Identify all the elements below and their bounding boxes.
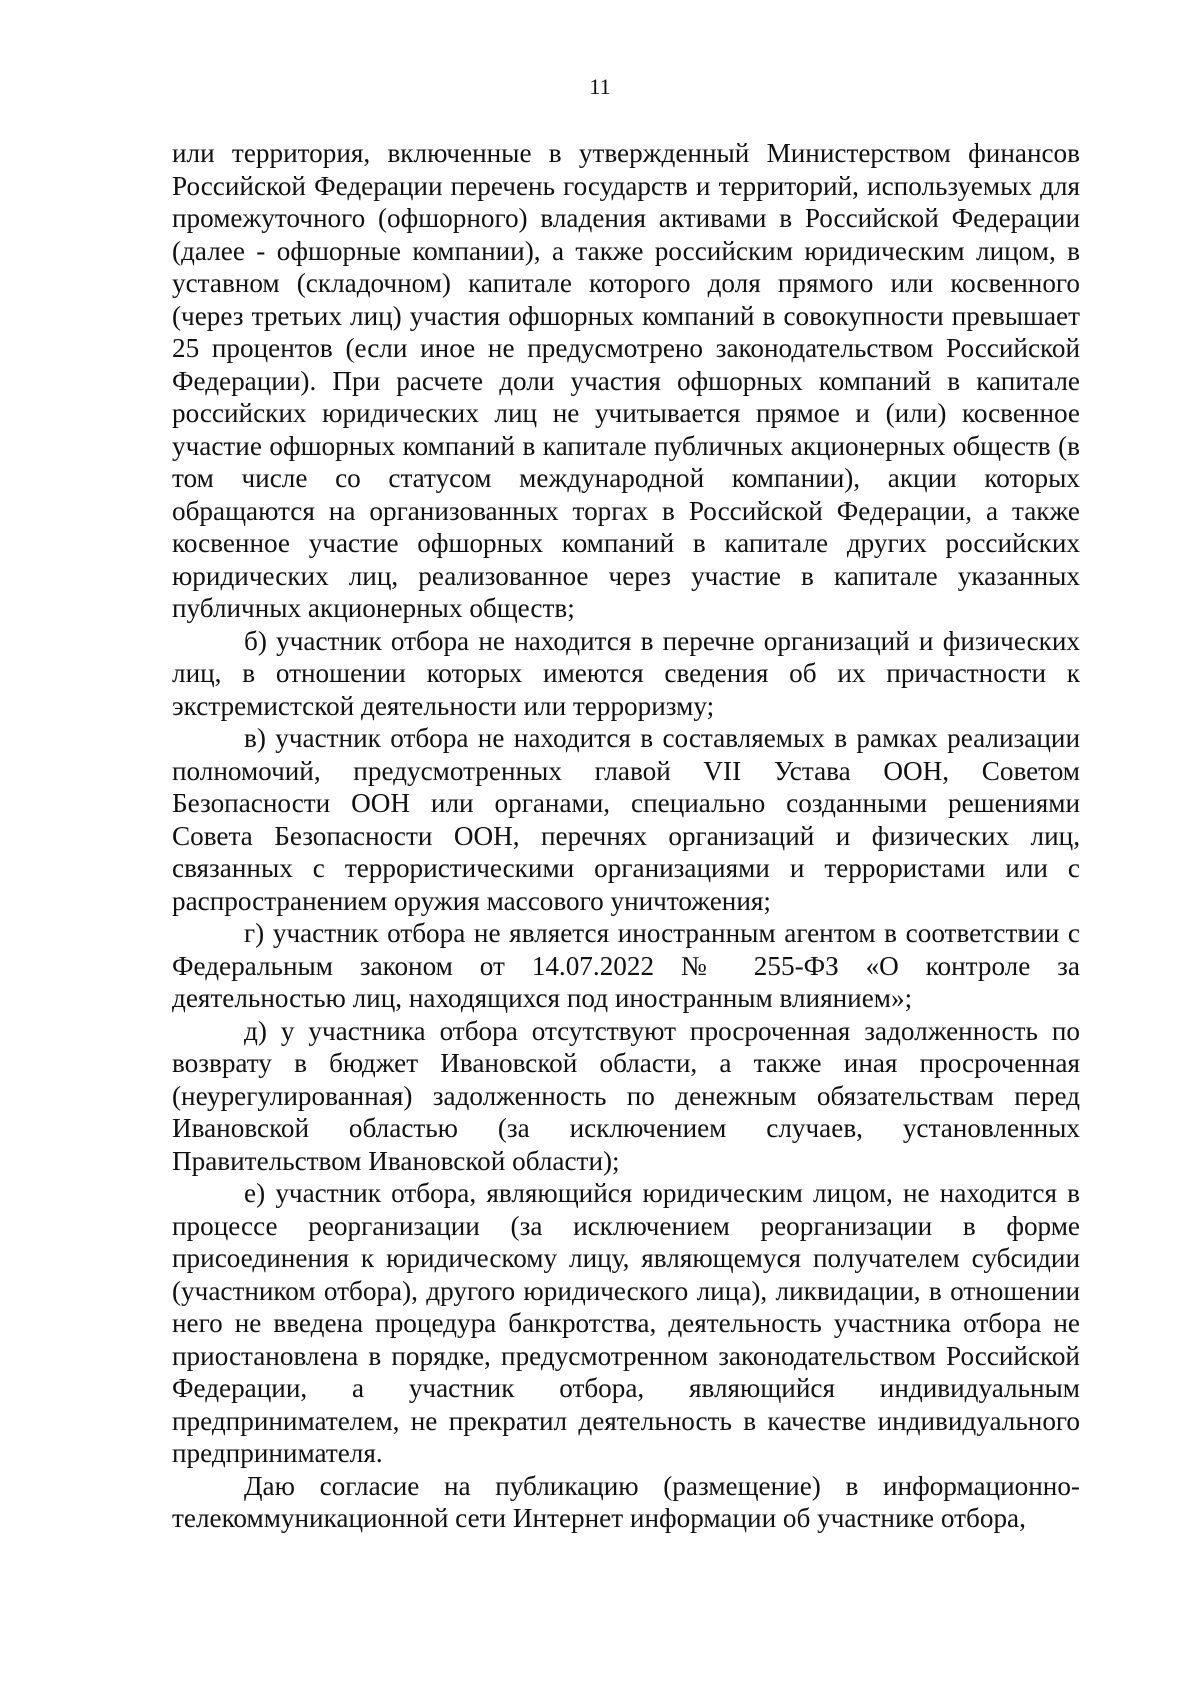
paragraph-item-e: е) участник отбора, являющийся юридическим лицом, не находится в процессе реорганизации (за исключением реорганизации в форме присоединения к юридическому лицу, являющемуся получателем субсидии (участником отбора), другого юридического лица), ликвидации, в отношении него не введена процедура банкротства, деятельность участника отбора не приостановлена в порядке, предусмотренном законодательством Российской Федерации, а участник отбора, являющийся индивидуальным предпринимателем, не прекратил деятельность в качестве индивидуального предпринимателя. xyxy=(172,1178,1080,1468)
paragraph-item-d: д) у участника отбора отсутствуют просроченная задолженность по возврату в бюджет Ивановской области, а также иная просроченная (неурегулированная) задолженность по денежным обязательствам перед Ивановской областью (за исключением случаев, установленных Правительством Ивановской области); xyxy=(172,1015,1080,1176)
paragraph-item-b: б) участник отбора не находится в перечне организаций и физических лиц, в отношении которых имеются сведения об их причастности к экстремистской деятельности или терроризму; xyxy=(172,625,1080,721)
paragraph-offshore: или территория, включенные в утвержденный Министерством финансов Российской Федерации перечень государств и территорий, используемых для промежуточного (офшорного) владения активами в Российской Федерации (далее - офшорные компании), а также российским юридическим лицом, в уставном (складочном) капитале которого доля прямого или косвенного (через третьих лиц) участия офшорных компаний в совокупности превышает 25 процентов (если иное не предусмотрено законодательством Российской Федерации). При расчете доли участия офшорных компаний в капитале российских юридических лиц не учитывается прямое и (или) косвенное участие офшорных компаний в капитале публичных акционерных обществ (в том числе со статусом международной компании), акции которых обращаются на организованных торгах в Российской Федерации, а также косвенное участие офшорных компаний в капитале других российских юридических лиц, реализованное через участие в капитале указанных публичных акционерных обществ; xyxy=(172,138,1080,623)
paragraph-item-v: в) участник отбора не находится в составляемых в рамках реализации полномочий, предусмотренных главой VII Устава ООН, Советом Безопасности ООН или органами, специально созданными решениями Совета Безопасности ООН, перечнях организаций и физических лиц, связанных с террористическими организациями и террористами или с распространением оружия массового уничтожения; xyxy=(172,723,1080,916)
paragraph-consent: Даю согласие на публикацию (размещение) в информационно-телекоммуникационной сети Интернет информации об участнике отбора, xyxy=(172,1470,1080,1533)
page-number: 11 xyxy=(589,74,611,99)
paragraph-item-g: г) участник отбора не является иностранным агентом в соответствии с Федеральным законом от 14.07.2022 № 255-ФЗ «О контроле за деятельностью лиц, находящихся под иностранным влиянием»; xyxy=(172,918,1080,1013)
document-body xyxy=(172,137,1080,1535)
